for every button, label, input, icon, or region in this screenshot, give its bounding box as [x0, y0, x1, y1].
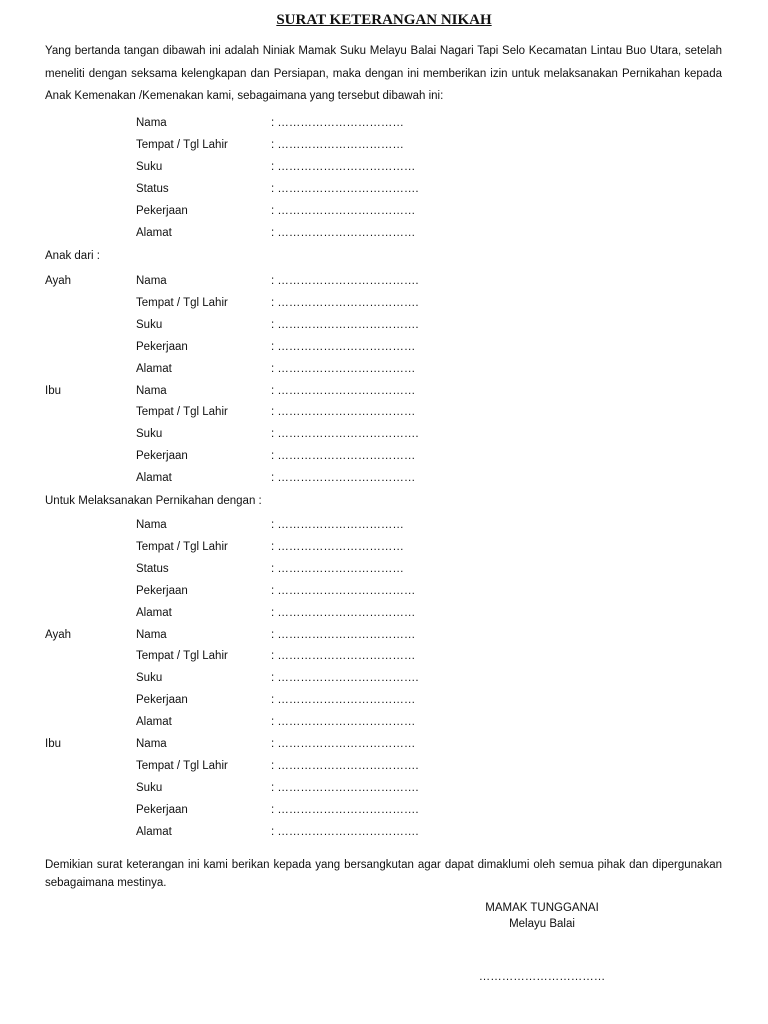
form-row: [45, 738, 725, 758]
field-label: Suku: [136, 428, 163, 441]
intro-paragraph: Yang bertanda tangan dibawah ini adalah Niniak Mamak Suku Melayu Balai Nagari Tapi Selo Kecamatan Lintau Buo Utara, setelah meneliti dengan seksama kelengkapan dan Persiapan, maka dengan ini memberikan izin untuk melaksanakan Pernikahan kepada Anak Kemenakan /Kemenakan kami, sebagaimana yang tersebut dibawah ini:: [45, 45, 722, 102]
form-row: [45, 117, 725, 137]
field-value: : ……………………………: [271, 519, 404, 531]
form-row: [45, 716, 725, 736]
anak-dari-label: Anak dari :: [45, 250, 100, 262]
field-label: Suku: [136, 781, 163, 794]
field-value: : ………………………………: [271, 204, 416, 217]
field-value: : ……………………………: [271, 540, 404, 553]
field-label: Status: [136, 562, 169, 575]
form-row: [45, 161, 725, 181]
field-value: : ……………………………….: [271, 296, 419, 309]
group-label: Ibu: [45, 384, 61, 397]
field-label: Pekerjaan: [136, 204, 188, 217]
field-label: Tempat / Tgl Lahir: [136, 296, 228, 309]
form-row: [45, 629, 725, 649]
form-row: [45, 227, 725, 247]
field-label: Pekerjaan: [136, 694, 188, 707]
field-label: Nama: [136, 384, 167, 397]
field-label: Suku: [136, 160, 163, 173]
field-value: : ………………………………: [271, 606, 416, 619]
field-value: : ………………………………: [271, 650, 416, 663]
field-label: Alamat: [136, 226, 172, 239]
field-value: : ……………………………….: [271, 318, 419, 331]
signature-role: MAMAK TUNGGANAI: [485, 902, 599, 914]
form-row: [45, 472, 725, 492]
field-value: : ………………………………: [271, 738, 416, 750]
field-value: : ……………………………: [271, 138, 404, 151]
signature-name-line: ……………………………: [478, 971, 606, 983]
field-value: : ……………………………….: [271, 182, 419, 195]
field-value: : ………………………………: [271, 472, 416, 485]
signature-block: [440, 900, 644, 932]
field-value: : ……………………………….: [271, 275, 419, 287]
field-label: Pekerjaan: [136, 584, 188, 597]
form-row: [45, 694, 725, 714]
form-row: [45, 607, 725, 627]
field-label: Alamat: [136, 362, 172, 375]
form-row: [45, 275, 725, 295]
field-value: : ……………………………….: [271, 825, 419, 838]
field-value: : ……………………………….: [271, 759, 419, 772]
form-row: [45, 804, 725, 824]
field-label: Suku: [136, 672, 163, 685]
field-value: : ………………………………: [271, 340, 416, 353]
field-label: Nama: [136, 738, 167, 750]
signature-org: Melayu Balai: [509, 918, 575, 930]
form-row: [45, 782, 725, 802]
field-value: : ………………………………: [271, 160, 416, 173]
field-value: : ………………………………: [271, 584, 416, 597]
untuk-melaksanakan-label: Untuk Melaksanakan Pernikahan dengan :: [45, 495, 262, 507]
field-label: Nama: [136, 117, 167, 129]
field-value: : ………………………………: [271, 716, 416, 729]
form-row: [45, 319, 725, 339]
field-value: : ……………………………….: [271, 428, 419, 441]
form-row: [45, 450, 725, 470]
field-label: Nama: [136, 275, 167, 287]
field-value: : ………………………………: [271, 406, 416, 419]
field-value: : ……………………………….: [271, 672, 419, 685]
document-title: SURAT KETERANGAN NIKAH: [276, 12, 492, 28]
field-label: Tempat / Tgl Lahir: [136, 759, 228, 772]
form-row: [45, 541, 725, 561]
field-label: Status: [136, 182, 169, 195]
form-row: [45, 139, 725, 159]
field-value: : ………………………………: [271, 384, 416, 397]
field-value: : ………………………………: [271, 450, 416, 463]
form-row: [45, 672, 725, 692]
form-row: [45, 760, 725, 780]
field-label: Alamat: [136, 606, 172, 619]
form-row: [45, 519, 725, 539]
form-row: [45, 385, 725, 405]
form-row: [45, 428, 725, 448]
field-label: Tempat / Tgl Lahir: [136, 650, 228, 663]
field-label: Alamat: [136, 472, 172, 485]
form-row: [45, 341, 725, 361]
field-label: Pekerjaan: [136, 340, 188, 353]
form-row: [45, 650, 725, 670]
field-label: Suku: [136, 318, 163, 331]
field-label: Tempat / Tgl Lahir: [136, 138, 228, 151]
field-label: Alamat: [136, 825, 172, 838]
field-value: : ……………………………: [271, 117, 404, 129]
form-row: [45, 363, 725, 383]
group-label: Ayah: [45, 628, 72, 641]
group-label: Ayah: [45, 275, 72, 287]
field-value: : ………………………………: [271, 226, 416, 239]
field-value: : ……………………………….: [271, 803, 419, 816]
form-row: [45, 297, 725, 317]
form-row: [45, 585, 725, 605]
closing-paragraph: Demikian surat keterangan ini kami berikan kepada yang bersangkutan agar dapat dimaklumi oleh semua pihak dan dipergunakan sebagaimana mestinya.: [45, 859, 722, 889]
field-label: Nama: [136, 519, 167, 531]
field-label: Pekerjaan: [136, 450, 188, 463]
field-value: : ……………………………….: [271, 781, 419, 794]
form-row: [45, 406, 725, 426]
field-value: : ……………………………: [271, 562, 404, 575]
group-label: Ibu: [45, 738, 61, 750]
form-row: [45, 183, 725, 203]
field-label: Tempat / Tgl Lahir: [136, 406, 228, 419]
field-label: Alamat: [136, 716, 172, 729]
field-value: : ………………………………: [271, 694, 416, 707]
form-row: [45, 563, 725, 583]
form-row: [45, 826, 725, 846]
field-label: Pekerjaan: [136, 803, 188, 816]
field-value: : ………………………………: [271, 628, 416, 641]
field-label: Nama: [136, 628, 167, 641]
field-label: Tempat / Tgl Lahir: [136, 540, 228, 553]
form-row: [45, 205, 725, 225]
field-value: : ………………………………: [271, 362, 416, 375]
